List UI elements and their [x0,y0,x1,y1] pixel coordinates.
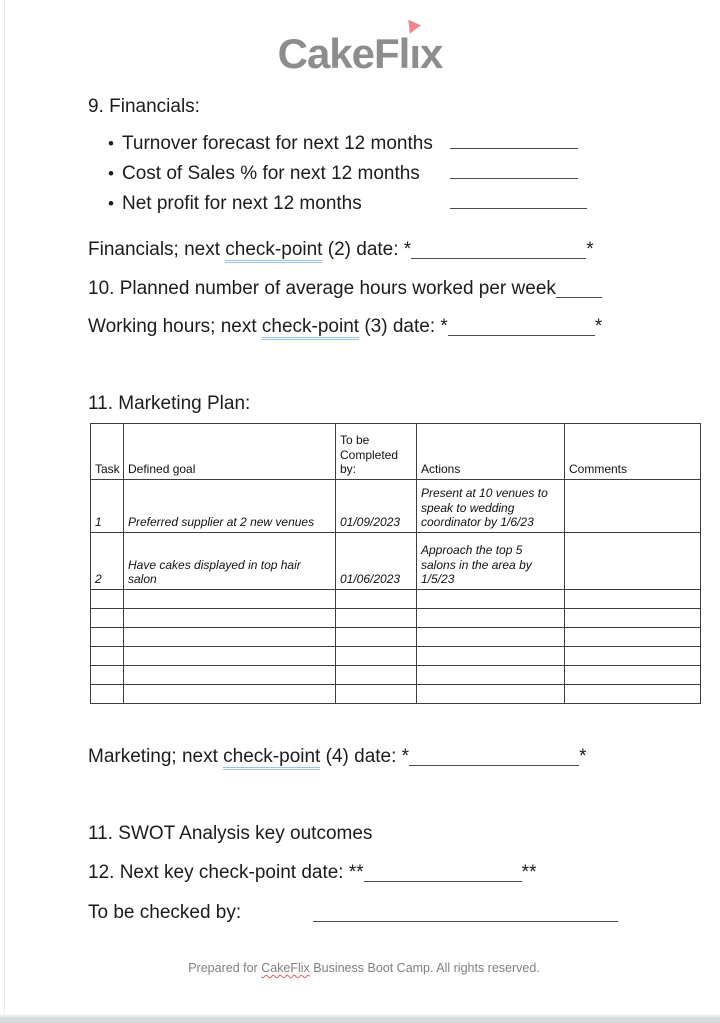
header-completed-by: To be Completed by: [336,424,417,480]
next-checkpoint-date-blank-line[interactable] [364,880,522,882]
asterisk: * [440,316,448,337]
marketing-date-blank-line[interactable] [409,764,579,766]
item-10-line: 10. Planned number of average hours worked per week [88,276,640,301]
cell-comments[interactable] [565,480,701,533]
swot-heading: 11. SWOT Analysis key outcomes [88,823,373,844]
logo-text-end: x [420,30,443,77]
bullet-item-turnover [108,133,640,163]
footer-note: Prepared for CakeFlix Business Boot Camp. All rights reserved. [188,961,540,975]
marketing-plan-table [90,423,701,704]
header-comments: Comments [565,424,701,480]
checkpoint-grammar-underline: check-point [223,746,320,770]
bullet-dot-icon: • [108,164,114,183]
bullet-label: Turnover forecast for next 12 months [122,133,433,154]
document-body [0,94,720,975]
table-empty-row [91,590,701,609]
brand-spellcheck-underline: CakeFlix [261,961,310,975]
asterisk: * [586,239,594,260]
table-row [91,480,701,533]
section-11-marketing-heading: 11. Marketing Plan: [88,393,251,414]
cell-task: 1 [91,480,124,533]
asterisk: * [401,746,410,767]
financials-bullet-list [88,133,640,223]
cell-completed-by: 01/09/2023 [336,480,417,533]
working-hours-date-blank-line[interactable] [448,334,595,336]
asterisk: * [579,746,587,767]
cost-of-sales-blank-line[interactable] [450,177,578,179]
bullet-item-net-profit [108,193,640,223]
logo-container [0,0,720,76]
marketing-checkpoint-line: Marketing; next check-point (4) date: * * [88,744,640,769]
net-profit-blank-line[interactable] [450,207,587,209]
cell-goal: Have cakes displayed in top hair salon [124,533,336,590]
logo-letter-i: ı [409,30,420,78]
bullet-label: Cost of Sales % for next 12 months [122,163,420,184]
cell-actions: Present at 10 venues to speak to wedding coordinator by 1/6/23 [417,480,565,533]
header-actions: Actions [417,424,565,480]
section-9-heading: 9. Financials: [88,96,200,117]
table-empty-row [91,628,701,647]
financials-checkpoint-line: Financials; next check-point (2) date: * * [88,237,640,262]
item-12-line: 12. Next key check-point date: ** ** [88,862,537,883]
checkpoint-grammar-underline: check-point [225,239,322,263]
logo-text-start: CakeFl [277,30,410,77]
turnover-blank-line[interactable] [450,147,578,149]
checked-by-line: To be checked by: [88,900,640,925]
play-triangle-icon [409,18,422,33]
page-bottom-edge [0,1014,720,1023]
financials-date-blank-line[interactable] [411,257,586,259]
table-empty-row [91,666,701,685]
cell-comments[interactable] [565,533,701,590]
checkpoint-grammar-underline: check-point [262,316,359,340]
checked-by-blank-line[interactable] [313,920,618,922]
cell-completed-by: 01/06/2023 [336,533,417,590]
cell-goal: Preferred supplier at 2 new venues [124,480,336,533]
header-defined-goal: Defined goal [124,424,336,480]
table-empty-row [91,685,701,704]
cell-actions: Approach the top 5 salons in the area by 1/5/23 [417,533,565,590]
double-asterisk: ** [521,862,537,883]
header-task: Task [91,424,124,480]
table-empty-row [91,647,701,666]
cakeflix-logo [278,30,443,78]
page-edge [4,0,5,1013]
table-row [91,533,701,590]
double-asterisk: ** [348,862,364,883]
bullet-label: Net profit for next 12 months [122,193,362,214]
hours-blank-line[interactable] [556,296,602,298]
table-empty-row [91,609,701,628]
bullet-dot-icon: • [108,194,114,213]
bullet-item-cost-of-sales [108,163,640,193]
bullet-dot-icon: • [108,134,114,153]
table-header-row [91,424,701,480]
asterisk: * [594,316,603,337]
cell-task: 2 [91,533,124,590]
asterisk: * [403,239,412,260]
working-hours-checkpoint-line: Working hours; next check-point (3) date: * * [88,314,640,339]
